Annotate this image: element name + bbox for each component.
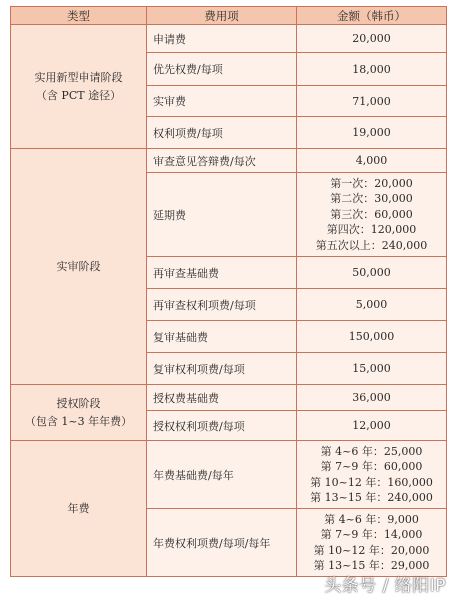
fee-item: 授权费基础费	[147, 385, 297, 411]
stage-application	[11, 25, 147, 149]
fee-amount: 20,000	[297, 25, 447, 53]
fee-item: 审查意见答辩费/每次	[147, 149, 297, 173]
fee-amount-line: 第 4~6 年：9,000	[324, 512, 419, 526]
fee-amount: 150,000	[297, 321, 447, 353]
fee-item: 实审费	[147, 86, 297, 117]
fee-amount-list	[297, 441, 447, 509]
stage-label: 授权阶段	[56, 397, 101, 411]
fee-amount-line: 第一次：20,000	[330, 176, 413, 190]
fee-amount-list	[297, 173, 447, 257]
fee-item: 授权权利项费/每项	[147, 411, 297, 441]
fee-amount-line: 第 13~15 年：240,000	[310, 491, 433, 504]
fee-amount-list	[297, 509, 447, 577]
fee-amount: 36,000	[297, 385, 447, 411]
fee-amount-line: 第 4~6 年：25,000	[320, 444, 423, 458]
fee-amount: 5,000	[297, 289, 447, 321]
fee-item: 申请费	[147, 25, 297, 53]
fee-amount-line: 第 10~12 年：20,000	[313, 543, 430, 557]
fee-amount: 15,000	[297, 353, 447, 385]
fee-amount: 50,000	[297, 257, 447, 289]
fee-item: 年费权利项费/每项/每年	[147, 509, 297, 577]
table-row	[11, 385, 447, 411]
fee-amount-line: 第 10~12 年：160,000	[310, 475, 433, 489]
fee-item: 年费基础费/每年	[147, 441, 297, 509]
fee-item: 复审权利项费/每项	[147, 353, 297, 385]
fee-amount: 12,000	[297, 411, 447, 441]
stage-label-note: （含 PCT 途径）	[35, 88, 122, 102]
table-row	[11, 441, 447, 509]
header-type: 类型	[11, 7, 147, 25]
fee-item: 再审查权利项费/每项	[147, 289, 297, 321]
stage-annuity: 年费	[11, 441, 147, 577]
fee-amount-line: 第二次：30,000	[330, 192, 413, 206]
fee-amount-line: 第 7~9 年：14,000	[320, 528, 423, 541]
table-row	[11, 25, 447, 53]
fee-table	[10, 6, 447, 577]
fee-item: 复审基础费	[147, 321, 297, 353]
fee-item: 权利项费/每项	[147, 117, 297, 149]
fee-amount-line: 第四次：120,000	[326, 223, 417, 237]
header-amount: 金额（韩币）	[297, 7, 447, 25]
stage-grant	[11, 385, 147, 441]
fee-amount: 18,000	[297, 53, 447, 86]
fee-item: 延期费	[147, 173, 297, 257]
stage-label-note: （包含 1~3 年年费）	[24, 414, 133, 428]
fee-amount-line: 第五次以上：240,000	[315, 238, 428, 252]
header-row	[11, 7, 447, 25]
stage-label: 实用新型申请阶段	[34, 71, 123, 85]
fee-amount: 4,000	[297, 149, 447, 173]
fee-item: 优先权费/每项	[147, 53, 297, 86]
table-row	[11, 149, 447, 173]
header-item: 费用项	[147, 7, 297, 25]
watermark: 头条号 / 络阳IP	[324, 576, 446, 596]
fee-amount-line: 第 7~9 年：60,000	[320, 460, 423, 473]
fee-amount-line: 第三次：60,000	[330, 207, 413, 221]
stage-examination: 实审阶段	[11, 149, 147, 385]
fee-amount: 71,000	[297, 86, 447, 117]
fee-amount: 19,000	[297, 117, 447, 149]
fee-amount-line: 第 13~15 年：29,000	[313, 559, 430, 572]
fee-item: 再审查基础费	[147, 257, 297, 289]
